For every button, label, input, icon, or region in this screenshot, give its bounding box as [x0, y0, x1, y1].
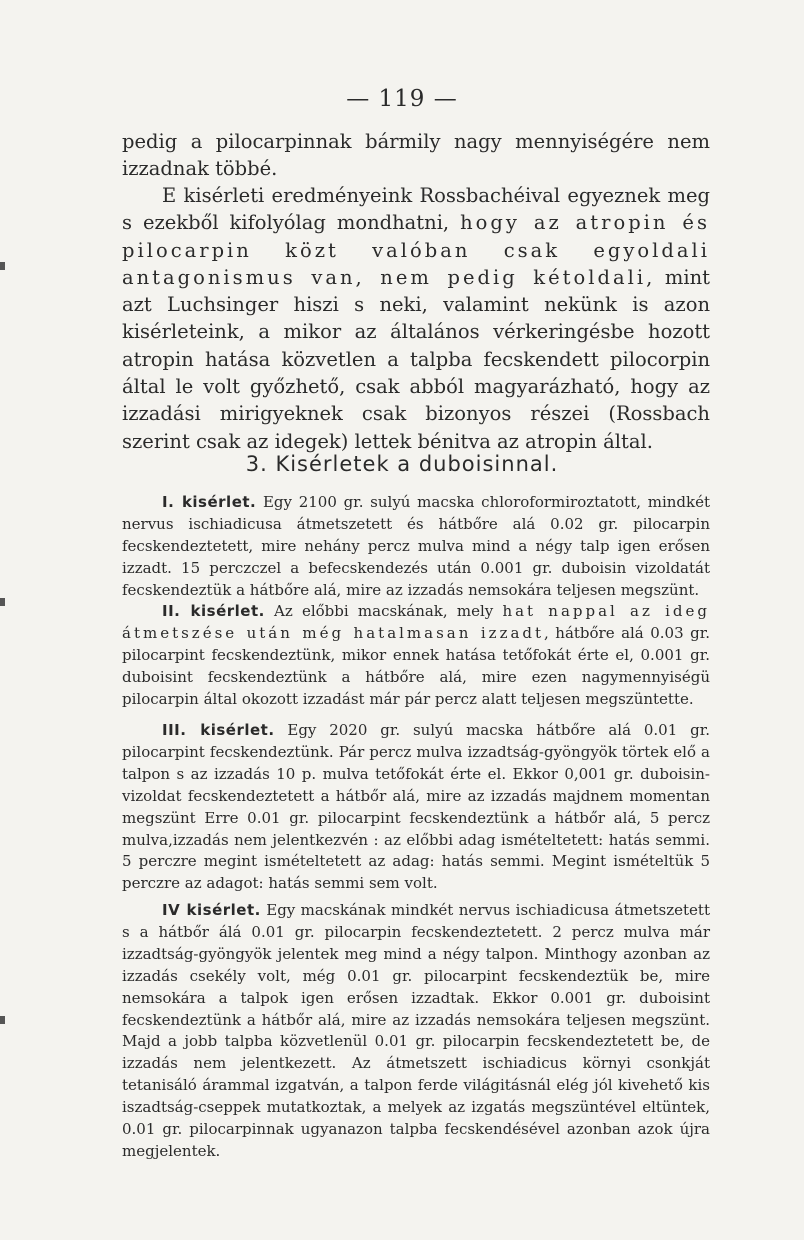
paragraph-continuation	[122, 128, 710, 183]
scan-edge-mark	[0, 1016, 5, 1024]
emphasized-text: hogy az atropin és pilocarpin közt valóban csak egyoldali antagonismus van, nem pedig kétoldali	[122, 211, 710, 289]
paragraph-text: pedig a pilocarpinnak bármily nagy mennyiségére nem izzadnak többé.	[122, 130, 710, 181]
experiment-text: Egy 2020 gr. sulyú macska hátbőre alá 0.01 gr. pilocarpint fecskendeztünk. Pár percz mulva izzadtság-gyöngyök törtek elő a talpon s az izzadás 10 p. mulva tetőfokát érte el. Ekkor 0,001 gr. duboisin-vizoldat fecskendeztetett a hátbőr alá, mire az izzadás majdnem momentan megszünt Erre 0.01 gr. pilocarpint fecskendeztünk a hátbőr alá, 5 percz mulva,izzadás nem jelentkezvén : az előbbi adag ismételtetett: hatás semmi. 5 perczre megint ismételtetett az adag: hatás semmi. Megint ismételtük 5 perczre az adagot: hatás semmi sem volt.	[122, 721, 710, 893]
paragraph-text: , mint azt Luchsinger hiszi s neki, valamint nekünk is azon kisérleteink, a mikor az általános vérkeringésbe hozott atropin hatása közvetlen a talpba fecskendett pilocorpin által le volt győzhető, csak abból magyarázható, hogy az izzadási mirigyeknek csak bizonyos részei (Rossbach szerint csak az idegek) lettek bénitva az atropin által.	[122, 265, 710, 453]
scan-edge-mark	[0, 598, 5, 606]
page-number: — 119 —	[346, 86, 458, 112]
experiment-label: III. kisérlet.	[162, 721, 275, 739]
experiment-text: Egy macskának mindkét nervus ischiadicusa átmetszetett s a hátbőr álá 0.01 gr. pilocarpin fecskendeztetett. 2 percz mulva már izzadtság-gyöngyök jelentek meg mind a négy talpon. Minthogy azonban az izzadás csekély volt, még 0.01 gr. pilocarpint fecskendeztük be, mire nemsokára a talpok igen erősen izzadtak. Ekkor 0.001 gr. duboisint fecskendeztünk a hátbőr alá, mire az izzadás nemsokára teljesen megszünt. Majd a jobb talpba közvetlenül 0.01 gr. pilocarpin fecskendeztetett be, de izzadás nem jelentkezett. Az átmetszett ischiadicus környi csonkját tetanisáló árammal izgatván, a talpon ferde világitásnál elég jól kivehető kis iszadtság-cseppek mutatkoztak, a melyek az izgatás megszüntével eltüntek, 0.01 gr. pilocarpinnak ugyanazon talpba fecskendésével azonban azok újra megjelentek.	[122, 901, 710, 1160]
emphasized-text: hat nappal az ideg átmetszése után még hatalmasan izzadt	[122, 602, 710, 642]
section-heading: 3. Kisérletek a duboisinnal.	[245, 452, 559, 476]
experiment-label: IV kisérlet.	[162, 901, 261, 919]
experiment-4	[122, 900, 710, 1163]
experiment-3	[122, 720, 710, 895]
experiment-text: Egy 2100 gr. sulyú macska chloroformiroztatott, mindkét nervus ischiadicusa átmetszetett és hátbőre alá 0.02 gr. pilocarpin fecskendeztetett, mire nehány percz mulva mind a négy talp igen erősen izzadt. 15 perczczel a befecskendezés után 0.001 gr. duboisin vizoldatát fecskendeztük a hátbőre alá, mire az izzadás nemsokára teljesen megszünt.	[122, 493, 710, 599]
experiment-text: Az előbbi macskának, mely	[264, 602, 503, 620]
experiment-label: I. kisérlet.	[162, 493, 257, 511]
experiment-1	[122, 492, 710, 602]
paragraph-text: E kisérleti eredményeink Rossbachéival egyeznek meg s ezekből kifolyólag mondhatni,	[122, 184, 710, 235]
experiment-label: II. kisérlet.	[162, 602, 265, 620]
experiment-text: , hátbőre alá 0.03 gr. pilocarpint fecskendeztünk, mikor ennek hatása tetőfokát érte el, 0.001 gr. duboisint fecskendeztünk a hátbőre alá, mire ezen nagymennyiségü pilocarpin által okozott izzadást már pár percz alatt teljesen megszüntette.	[122, 623, 710, 708]
paragraph-conclusion	[122, 182, 710, 455]
scan-edge-mark	[0, 262, 5, 270]
experiment-2	[122, 601, 710, 711]
